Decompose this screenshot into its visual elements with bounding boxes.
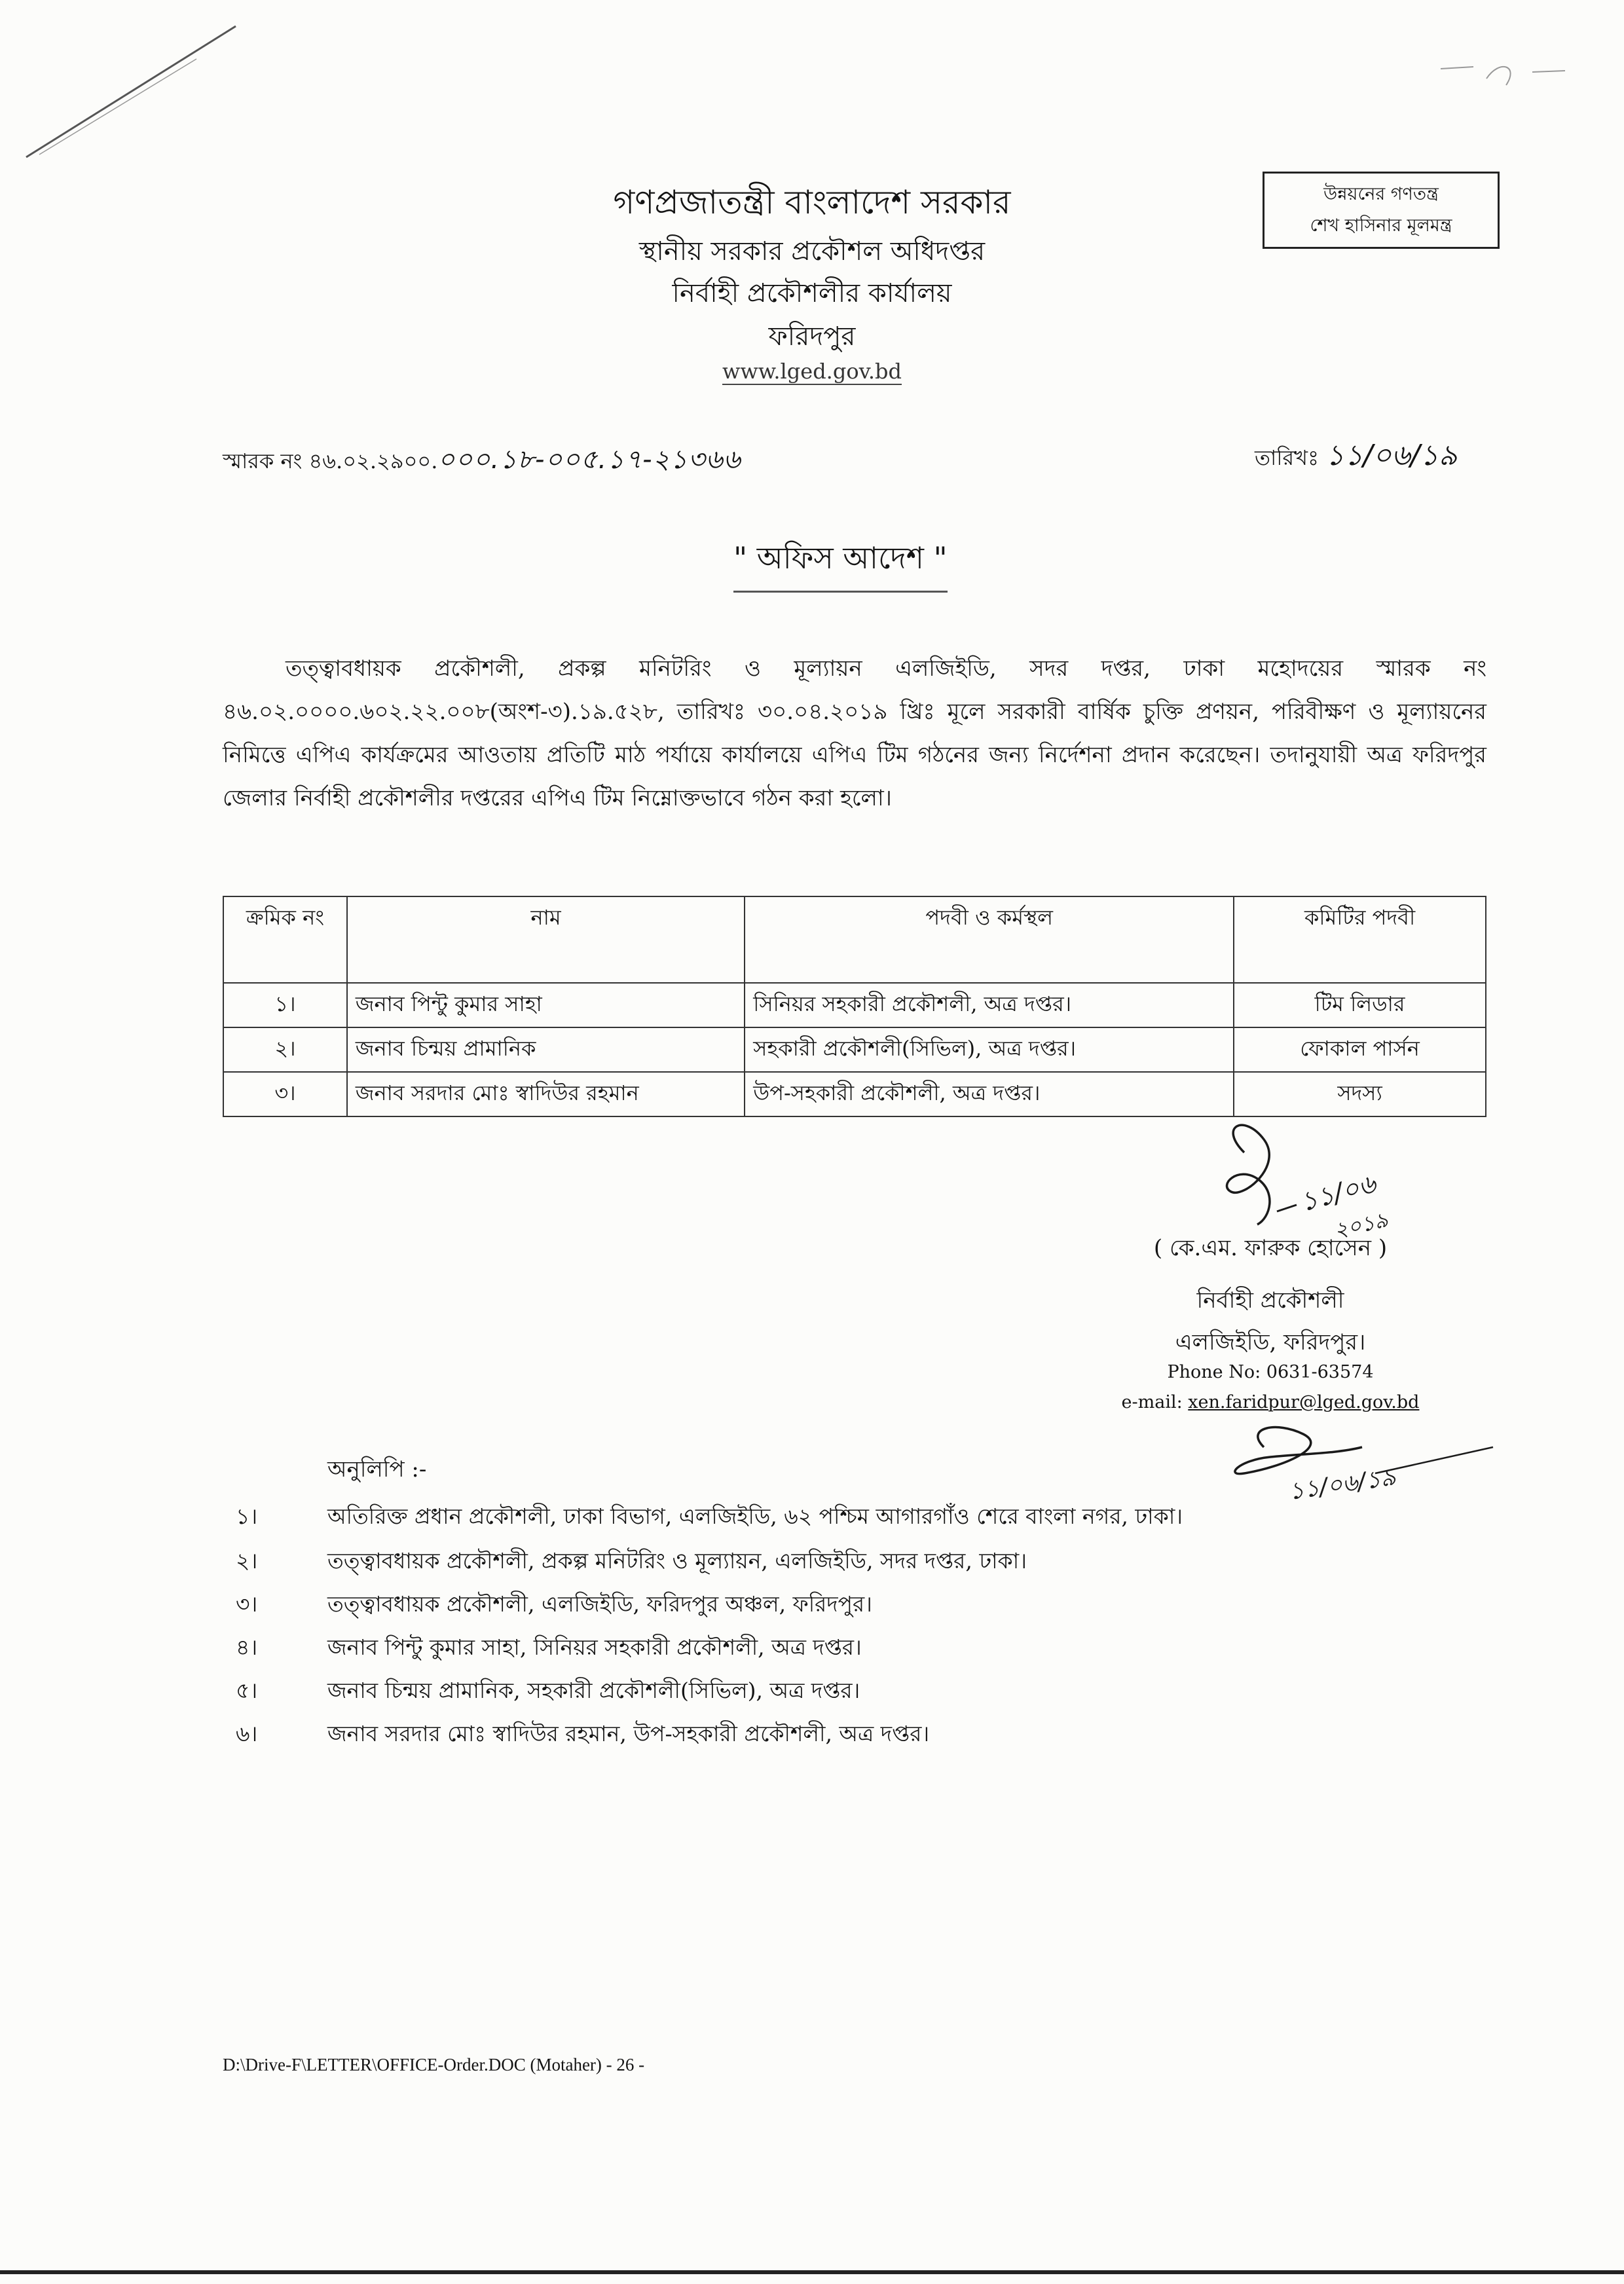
copies-heading: অনুলিপি :- xyxy=(327,1456,427,1483)
cell-designation: সিনিয়র সহকারী প্রকৌশলী, অত্র দপ্তর। xyxy=(745,983,1234,1027)
signatory-designation: নির্বাহী প্রকৌশলী xyxy=(1196,1287,1344,1314)
copy-number: ৬। xyxy=(236,1721,258,1746)
memo-number xyxy=(223,439,741,483)
cell-role: সদস্য xyxy=(1234,1072,1486,1116)
cell-role: টিম লিডার xyxy=(1234,983,1486,1027)
table-row xyxy=(223,983,1486,1027)
svg-text:২০১৯: ২০১৯ xyxy=(1331,1207,1391,1243)
slogan-line-2: শেখ হাসিনার মূলমন্ত্র xyxy=(1310,215,1452,236)
slogan-box xyxy=(1263,172,1500,249)
cell-name: জনাব সরদার মোঃ স্বাদিউর রহমান xyxy=(347,1072,745,1116)
govt-name: গণপ্রজাতন্ত্রী বাংলাদেশ সরকার xyxy=(613,183,1011,221)
website-text[interactable]: www.lged.gov.bd xyxy=(722,359,902,384)
copy-number: ৫। xyxy=(236,1678,258,1703)
table-row xyxy=(223,1072,1486,1116)
list-item xyxy=(236,1587,872,1624)
slogan-line-1: উন্নয়নের গণতন্ত্র xyxy=(1323,184,1439,204)
copy-text: অতিরিক্ত প্রধান প্রকৌশলী, ঢাকা বিভাগ, এলজিইডি, ৬২ পশ্চিম আগারগাঁও শেরে বাংলা নগর, ঢাকা। xyxy=(327,1503,1183,1529)
memo-date xyxy=(1255,433,1457,481)
cell-designation: সহকারী প্রকৌশলী(সিভিল), অত্র দপ্তর। xyxy=(745,1027,1234,1072)
col-serial: ক্রমিক নং xyxy=(223,896,347,983)
svg-text:১১/০৬/১৯: ১১/০৬/১৯ xyxy=(1287,1464,1398,1505)
cell-name: জনাব চিন্ময় প্রামানিক xyxy=(347,1027,745,1072)
signatory-email-line xyxy=(1061,1392,1480,1412)
email-link[interactable]: xen.faridpur@lged.gov.bd xyxy=(1188,1392,1420,1412)
copy-number: ৪। xyxy=(236,1634,258,1660)
list-item xyxy=(236,1544,1027,1581)
apa-team-table xyxy=(223,896,1486,1117)
signatory-office: এলজিইডি, ফরিদপুর। xyxy=(1175,1329,1366,1355)
copy-text: তত্ত্বাবধায়ক প্রকৌশলী, এলজিইডি, ফরিদপুর অঞ্চল, ফরিদপুর। xyxy=(327,1591,872,1617)
list-item xyxy=(236,1500,1183,1536)
cell-designation: উপ-সহকারী প্রকৌশলী, অত্র দপ্তর। xyxy=(745,1072,1234,1116)
memo-handwritten-number: ০০০.১৮-০০৫.১৭-২১৩৬৬ xyxy=(437,445,741,475)
list-item xyxy=(236,1717,929,1754)
date-label: তারিখঃ xyxy=(1255,445,1320,470)
table-row xyxy=(223,1027,1486,1072)
cell-serial: ৩। xyxy=(223,1072,347,1116)
copy-text: তত্ত্বাবধায়ক প্রকৌশলী, প্রকল্প মনিটরিং ও মূল্যায়ন, এলজিইডি, সদর দপ্তর, ঢাকা। xyxy=(327,1548,1027,1574)
copy-number: ৩। xyxy=(236,1591,258,1617)
order-title: " অফিস আদেশ " xyxy=(733,536,948,593)
file-path-footer: D:\Drive-F\LETTER\OFFICE-Order.DOC (Motaher) - 26 - xyxy=(223,2055,645,2074)
memo-label: স্মারক নং ৪৬.০২.২৯০০. xyxy=(223,449,438,473)
email-label: e-mail: xyxy=(1121,1392,1183,1412)
cell-role: ফোকাল পার্সন xyxy=(1234,1027,1486,1072)
col-name: নাম xyxy=(347,896,745,983)
cell-serial: ১। xyxy=(223,983,347,1027)
signatory-phone: Phone No: 0631-63574 xyxy=(1167,1362,1374,1382)
cell-serial: ২। xyxy=(223,1027,347,1072)
cell-name: জনাব পিন্টু কুমার সাহা xyxy=(347,983,745,1027)
col-committee-role: কমিটির পদবী xyxy=(1234,896,1486,983)
col-designation: পদবী ও কর্মস্থল xyxy=(745,896,1234,983)
order-paragraph: তত্ত্বাবধায়ক প্রকৌশলী, প্রকল্প মনিটরিং ও মূল্যায়ন এলজিইডি, সদর দপ্তর, ঢাকা মহোদয়ের স্মারক নং ৪৬.০২.০০০০.৬০২.২২.০০৮(অংশ-৩).১৯.৫২৮, তারিখঃ ৩০.০৪.২০১৯ খ্রিঃ মূলে সরকারী বার্ষিক চুক্তি প্রণয়ন, পরিবীক্ষণ ও মূল্যায়নের নিমিত্তে এপিএ কার্যক্রমের আওতায় প্রতিটি মাঠ পর্যায়ে কার্যালয়ে এপিএ টিম গঠনের জন্য নির্দেশনা প্রদান করেছেন। তদানুযায়ী অত্র ফরিদপুর জেলার নির্বাহী প্রকৌশলীর দপ্তরের এপিএ টিম নিম্নোক্তভাবে গঠন করা হলো। xyxy=(223,655,1487,811)
copy-text: জনাব পিন্টু কুমার সাহা, সিনিয়র সহকারী প্রকৌশলী, অত্র দপ্তর। xyxy=(327,1634,862,1660)
office-name: নির্বাহী প্রকৌশলীর কার্যালয় xyxy=(672,278,952,308)
svg-text:১১/০৬: ১১/০৬ xyxy=(1297,1168,1379,1218)
copy-text: জনাব সরদার মোঃ স্বাদিউর রহমান, উপ-সহকারী প্রকৌশলী, অত্র দপ্তর। xyxy=(327,1721,930,1746)
copy-text: জনাব চিন্ময় প্রামানিক, সহকারী প্রকৌশলী(সিভিল), অত্র দপ্তর। xyxy=(327,1678,860,1703)
list-item xyxy=(236,1630,862,1667)
copy-number: ১। xyxy=(236,1503,258,1529)
department-name: স্থানীয় সরকার প্রকৌশল অধিদপ্তর xyxy=(638,236,986,267)
list-item xyxy=(236,1674,860,1710)
signatory-name: ( কে.এম. ফারুক হোসেন ) xyxy=(1153,1235,1388,1261)
website-link[interactable] xyxy=(485,359,1139,384)
table-header-row xyxy=(223,896,1486,983)
district-name: ফরিদপুর xyxy=(768,322,856,352)
copy-number: ২। xyxy=(236,1548,258,1574)
date-value: ১১/০৬/১৯ xyxy=(1325,439,1458,472)
